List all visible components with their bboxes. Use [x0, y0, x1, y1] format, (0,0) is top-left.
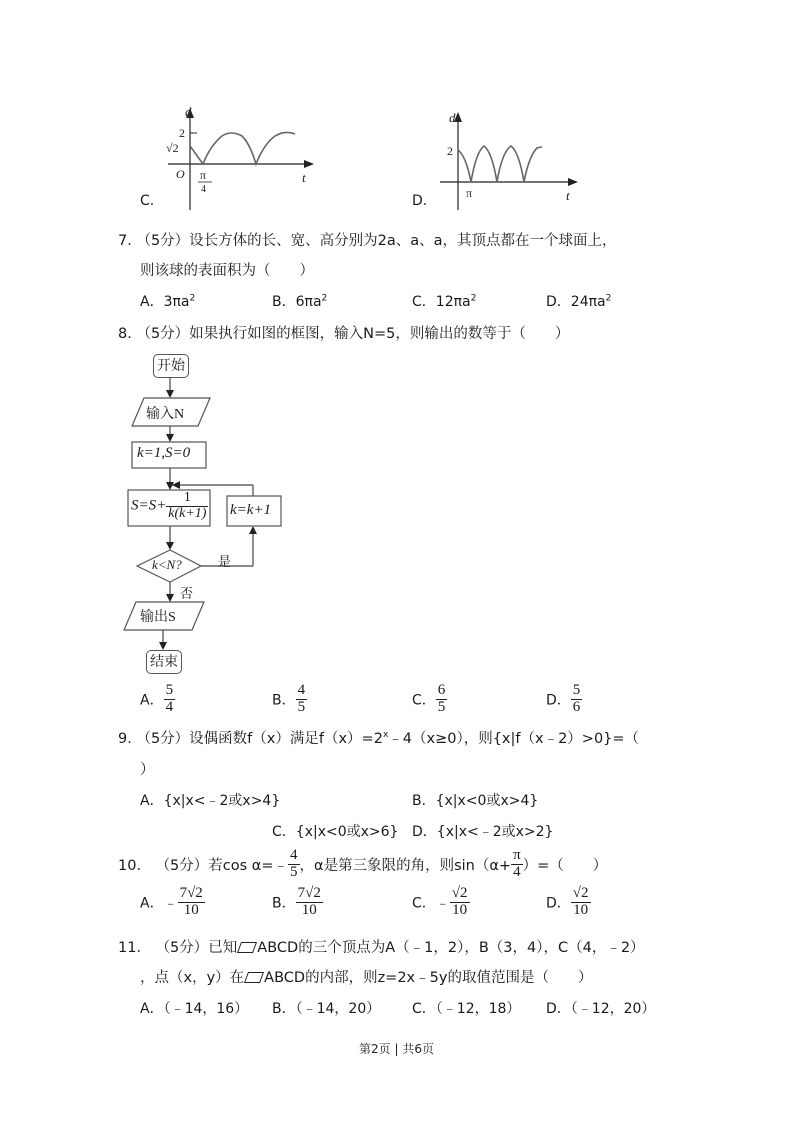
- q10-text-c: ）=（ ）: [522, 857, 608, 874]
- option-label: D．: [546, 692, 571, 709]
- q11-option-d[interactable]: [546, 998, 655, 1018]
- update-prefix: S=S+: [131, 497, 167, 514]
- fraction-denominator: 10: [573, 901, 589, 918]
- graph-c-ytick-2: 2: [179, 126, 185, 140]
- output-label: 输出S: [140, 610, 176, 625]
- q7-text-1: （5分）设长方体的长、宽、高分别为2a、a、a，其顶点都在一个球面上，: [136, 233, 617, 249]
- option-superscript: 2: [470, 293, 477, 304]
- q8-option-d[interactable]: [546, 683, 582, 716]
- q8-text: （5分）如果执行如图的框图，输入N=5，则输出的数等于（ ）: [136, 326, 570, 342]
- fraction-denominator: k(k+1): [168, 505, 207, 521]
- option-value: 6πa: [295, 294, 322, 310]
- graph-c-curve: [190, 132, 295, 164]
- graph-d-y-label: d: [449, 110, 456, 125]
- page-footer: 第2页 | 共6页: [359, 1042, 434, 1056]
- q9-line1: [118, 727, 639, 748]
- option-value: 12πa: [435, 294, 471, 310]
- q10-fraction-pi: [511, 848, 523, 881]
- flowchart: [110, 348, 310, 678]
- q8-line: [118, 322, 569, 343]
- option-value: 3πa: [163, 294, 190, 310]
- option-label-c: C.: [140, 193, 155, 209]
- fraction-denominator: 5: [290, 863, 298, 880]
- q10-option-c[interactable]: [412, 886, 470, 919]
- graph-d-plot: [400, 100, 600, 215]
- q9-option-d[interactable]: [412, 821, 553, 841]
- q11-option-c[interactable]: [412, 998, 520, 1018]
- q9-option-b[interactable]: [412, 790, 538, 810]
- q10-text-b: ，α是第三象限的角，则sin（α+: [299, 857, 512, 874]
- q9-option-c[interactable]: [272, 821, 398, 841]
- option-fraction: [164, 683, 176, 716]
- flowchart-no-label: 否: [180, 587, 194, 602]
- flowchart-init-label: k=1,S=0: [137, 445, 191, 461]
- q8-option-c[interactable]: [412, 683, 447, 716]
- flowchart-output-label: [140, 606, 176, 626]
- option-value: {x|x<0或x>6}: [295, 824, 399, 840]
- graph-d-ytick-2: 2: [447, 144, 453, 158]
- parallelogram-icon: [237, 942, 257, 953]
- option-value: （﹣14，16）: [163, 1001, 249, 1017]
- fraction-numerator: 7√2: [297, 885, 321, 901]
- fraction-numerator: 1: [166, 491, 208, 507]
- fraction-numerator: 6: [437, 682, 446, 698]
- graph-d-x-arrow: [568, 178, 578, 186]
- fraction-numerator: 4: [297, 682, 306, 698]
- option-value: {x|x<﹣2或x>4}: [163, 793, 281, 809]
- q8-option-b[interactable]: [272, 683, 307, 716]
- q10-text-a: （5分）若cos α=﹣: [155, 857, 289, 874]
- option-label: D．: [546, 294, 571, 310]
- fraction-numerator: 7√2: [179, 885, 203, 901]
- fraction-numerator: π: [513, 847, 521, 863]
- graph-c-ytick-sqrt2: √2: [166, 141, 179, 155]
- q7-option-d[interactable]: [546, 291, 611, 311]
- graph-d-xtick-pi: π: [466, 186, 473, 200]
- fraction-denominator: 5: [297, 698, 306, 715]
- graph-c-origin: O: [176, 167, 185, 181]
- fraction-denominator: 10: [301, 901, 317, 918]
- option-label: A．: [140, 895, 164, 912]
- option-label: C．: [272, 824, 296, 840]
- q9-line2: ）: [140, 762, 155, 778]
- q10-number: 10．: [118, 857, 151, 874]
- option-label: A．: [140, 793, 164, 809]
- q7-line2: 则该球的表面积为（ ）: [140, 263, 314, 279]
- option-fraction: [571, 683, 583, 716]
- fraction-numerator: √2: [451, 885, 468, 901]
- graph-option-d: [400, 100, 600, 215]
- fraction-denominator: 4: [513, 863, 521, 880]
- q9-number: 9.: [118, 731, 132, 747]
- option-value: （﹣12，18）: [435, 1001, 521, 1017]
- option-superscript: 2: [321, 293, 328, 304]
- option-sign: ﹣: [163, 895, 178, 912]
- option-label: C．: [412, 1001, 436, 1017]
- q7-option-b[interactable]: [272, 291, 327, 311]
- start-label: 开始: [157, 358, 185, 374]
- flowchart-start: [153, 354, 189, 378]
- option-label: A．: [140, 692, 164, 709]
- option-superscript: 2: [605, 293, 612, 304]
- option-superscript: 2: [189, 293, 196, 304]
- option-label: A．: [140, 294, 164, 310]
- q9-option-a[interactable]: [140, 790, 280, 810]
- q9-text-a: （5分）设偶函数f（x）满足f（x）=2: [136, 731, 383, 747]
- q7-line1: [118, 229, 617, 250]
- option-value: （﹣14，20）: [295, 1001, 381, 1017]
- q8-number: 8.: [118, 326, 132, 342]
- flowchart-yes-label: 是: [218, 555, 232, 570]
- option-fraction: [436, 683, 448, 716]
- option-fraction: [450, 886, 470, 919]
- option-label: B．: [272, 294, 296, 310]
- q10-option-d[interactable]: [546, 886, 591, 919]
- fraction-denominator: 10: [183, 901, 199, 918]
- graph-c-x-label: t: [302, 170, 306, 185]
- option-label: B．: [272, 692, 296, 709]
- q10-option-a[interactable]: [140, 886, 205, 919]
- option-label: C．: [412, 895, 436, 912]
- graph-c-x-arrow: [304, 160, 314, 168]
- option-value: （﹣12，20）: [570, 1001, 656, 1017]
- q11-line2: [140, 966, 592, 987]
- q7-number: 7.: [118, 233, 132, 249]
- option-label-d: D.: [412, 193, 428, 209]
- option-fraction: [178, 886, 205, 919]
- q11-option-a[interactable]: [140, 998, 248, 1018]
- graph-c-xtick-den: 4: [201, 184, 206, 195]
- fraction-denominator: 10: [452, 901, 468, 918]
- option-label: B．: [272, 895, 296, 912]
- option-value: {x|x<0或x>4}: [435, 793, 539, 809]
- q10-line: [118, 848, 607, 881]
- option-label: D．: [412, 824, 437, 840]
- flowchart-condition-label: k<N?: [152, 557, 182, 572]
- fraction-denominator: 5: [437, 698, 446, 715]
- end-label: 结束: [150, 654, 178, 670]
- option-value: 24πa: [570, 294, 606, 310]
- fraction-denominator: 4: [165, 698, 174, 715]
- option-label: D．: [546, 895, 571, 912]
- q10-fraction-cos: [288, 848, 300, 881]
- q7-option-a[interactable]: [140, 291, 195, 311]
- fraction-numerator: 5: [572, 682, 581, 698]
- option-label: C．: [412, 294, 436, 310]
- fraction-numerator: 5: [165, 682, 174, 698]
- fraction-numerator: √2: [572, 885, 589, 901]
- parallelogram-icon: [244, 972, 264, 983]
- option-fraction: [571, 886, 591, 919]
- q8-option-a[interactable]: [140, 683, 175, 716]
- option-fraction: [296, 683, 308, 716]
- q11-text-c: ，点（x，y）在: [140, 970, 245, 986]
- fraction-numerator: 4: [290, 847, 298, 863]
- q9-text-b: ﹣4（x≥0），则{x|f（x﹣2）>0}=（: [388, 731, 640, 747]
- q7-option-c[interactable]: [412, 291, 476, 311]
- q11-text-d: ABCD的内部，则z=2x﹣5y的取值范围是（ ）: [264, 970, 593, 986]
- q9-superscript: x: [382, 730, 389, 741]
- option-label: D．: [546, 1001, 571, 1017]
- input-label: 输入N: [146, 407, 185, 422]
- graph-c-y-label: d: [185, 104, 192, 119]
- fraction-denominator: 6: [572, 698, 581, 715]
- option-sign: ﹣: [435, 895, 450, 912]
- option-fraction: [296, 886, 323, 919]
- flowchart-input-label: [146, 403, 184, 423]
- q11-line1: [118, 936, 645, 957]
- q11-number: 11．: [118, 940, 151, 956]
- option-label: B．: [272, 1001, 296, 1017]
- graph-c-plot: [130, 100, 330, 215]
- flowchart-end: [146, 650, 182, 674]
- flowchart-update-label: [131, 491, 208, 521]
- q10-option-b[interactable]: [272, 886, 323, 919]
- q11-text-a: （5分）已知: [155, 940, 238, 956]
- graph-d-curve: [458, 146, 542, 182]
- option-label: B．: [412, 793, 436, 809]
- graph-d-x-label: t: [566, 188, 570, 203]
- option-label: C．: [412, 692, 436, 709]
- q11-option-b[interactable]: [272, 998, 380, 1018]
- flowchart-increment-label: k=k+1: [230, 502, 272, 518]
- option-label: A．: [140, 1001, 164, 1017]
- graph-option-c: [130, 100, 330, 215]
- update-fraction: [166, 491, 208, 521]
- graph-c-xtick-num: π: [200, 168, 207, 182]
- option-value: {x|x<﹣2或x>2}: [436, 824, 554, 840]
- q11-text-b: ABCD的三个顶点为A（﹣1，2），B（3，4），C（4，﹣2）: [257, 940, 645, 956]
